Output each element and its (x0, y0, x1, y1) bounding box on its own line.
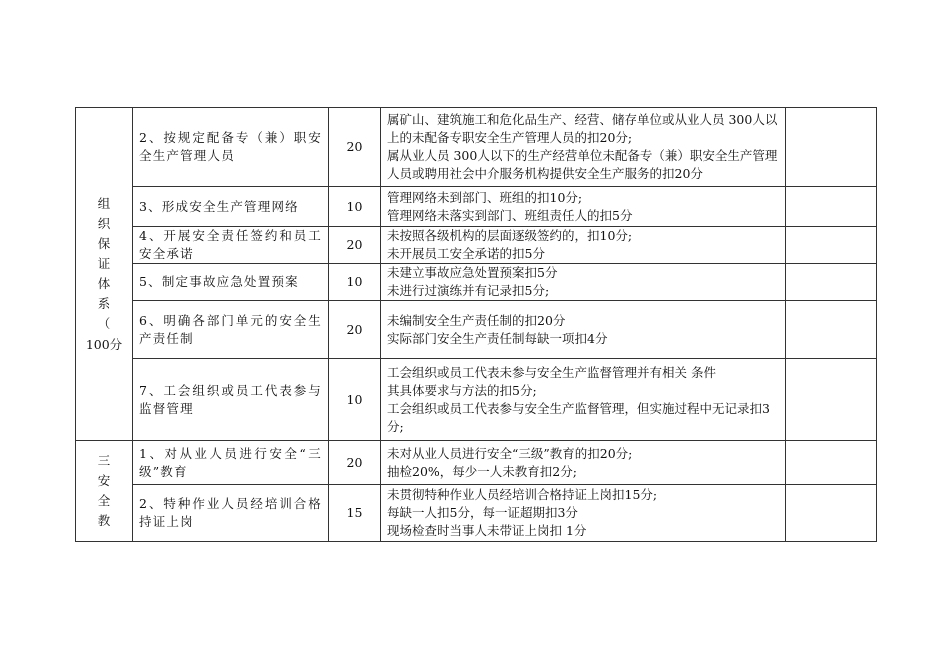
criteria-cell: 未按照各级机构的层面逐级签约的，扣10分; 未开展员工安全承诺的扣5分 (381, 227, 786, 264)
section-cell-organization (76, 108, 133, 441)
section-title: 组织保证体系（ (97, 196, 111, 331)
remarks-cell (786, 264, 877, 301)
table-row (76, 441, 877, 485)
item-cell: 5、制定事故应急处置预案 (133, 264, 329, 301)
table-row (76, 108, 877, 187)
table-row (76, 485, 877, 542)
remarks-cell (786, 485, 877, 542)
item-cell: 2、特种作业人员经培训合格持证上岗 (133, 485, 329, 542)
table-row (76, 227, 877, 264)
criteria-cell: 未贯彻特种作业人员经培训合格持证上岗扣15分; 每缺一人扣5分，每一证超期扣3分 现场检查时当事人未带证上岗扣 1分 (381, 485, 786, 542)
table-row (76, 301, 877, 359)
table-row (76, 264, 877, 301)
remarks-cell (786, 227, 877, 264)
item-cell: 1、对从业人员进行安全“三级”教育 (133, 441, 329, 485)
remarks-cell (786, 187, 877, 227)
section-title: 三安全教 (97, 453, 111, 528)
score-cell: 10 (329, 187, 381, 227)
item-cell: 3、形成安全生产管理网络 (133, 187, 329, 227)
remarks-cell (786, 441, 877, 485)
score-cell: 20 (329, 301, 381, 359)
score-cell: 10 (329, 359, 381, 441)
score-cell: 20 (329, 108, 381, 187)
safety-assessment-table (75, 107, 877, 542)
table-row (76, 359, 877, 441)
item-cell: 4、开展安全责任签约和员工安全承诺 (133, 227, 329, 264)
remarks-cell (786, 301, 877, 359)
criteria-cell: 未编制安全生产责任制的扣20分 实际部门安全生产责任制每缺一项扣4分 (381, 301, 786, 359)
item-cell: 2、按规定配备专（兼）职安全生产管理人员 (133, 108, 329, 187)
item-cell: 6、明确各部门单元的安全生产责任制 (133, 301, 329, 359)
section-score: 100分 (85, 337, 123, 352)
score-cell: 15 (329, 485, 381, 542)
score-cell: 10 (329, 264, 381, 301)
criteria-cell: 未对从业人员进行安全“三级”教育的扣20分; 抽检20%，每少一人未教育扣2分; (381, 441, 786, 485)
score-cell: 20 (329, 441, 381, 485)
criteria-cell: 属矿山、建筑施工和危化品生产、经营、储存单位或从业人员 300人以上的未配备专职安全生产管理人员的扣20分; 属从业人员 300人以下的生产经营单位未配备专（兼）职安全生产管理人员或聘用社会中介服务机构提供安全生产服务的扣20分 (381, 108, 786, 187)
item-cell: 7、工会组织或员工代表参与监督管理 (133, 359, 329, 441)
section-cell-safety-education (76, 441, 133, 542)
criteria-cell: 工会组织或员工代表未参与安全生产监督管理并有相关 条件 其具体要求与方法的扣5分; 工会组织或员工代表参与安全生产监督管理，但实施过程中无记录扣3分; (381, 359, 786, 441)
table-row (76, 187, 877, 227)
remarks-cell (786, 359, 877, 441)
remarks-cell (786, 108, 877, 187)
criteria-cell: 管理网络未到部门、班组的扣10分; 管理网络未落实到部门、班组责任人的扣5分 (381, 187, 786, 227)
criteria-cell: 未建立事故应急处置预案扣5分 未进行过演练并有记录扣5分; (381, 264, 786, 301)
score-cell: 20 (329, 227, 381, 264)
